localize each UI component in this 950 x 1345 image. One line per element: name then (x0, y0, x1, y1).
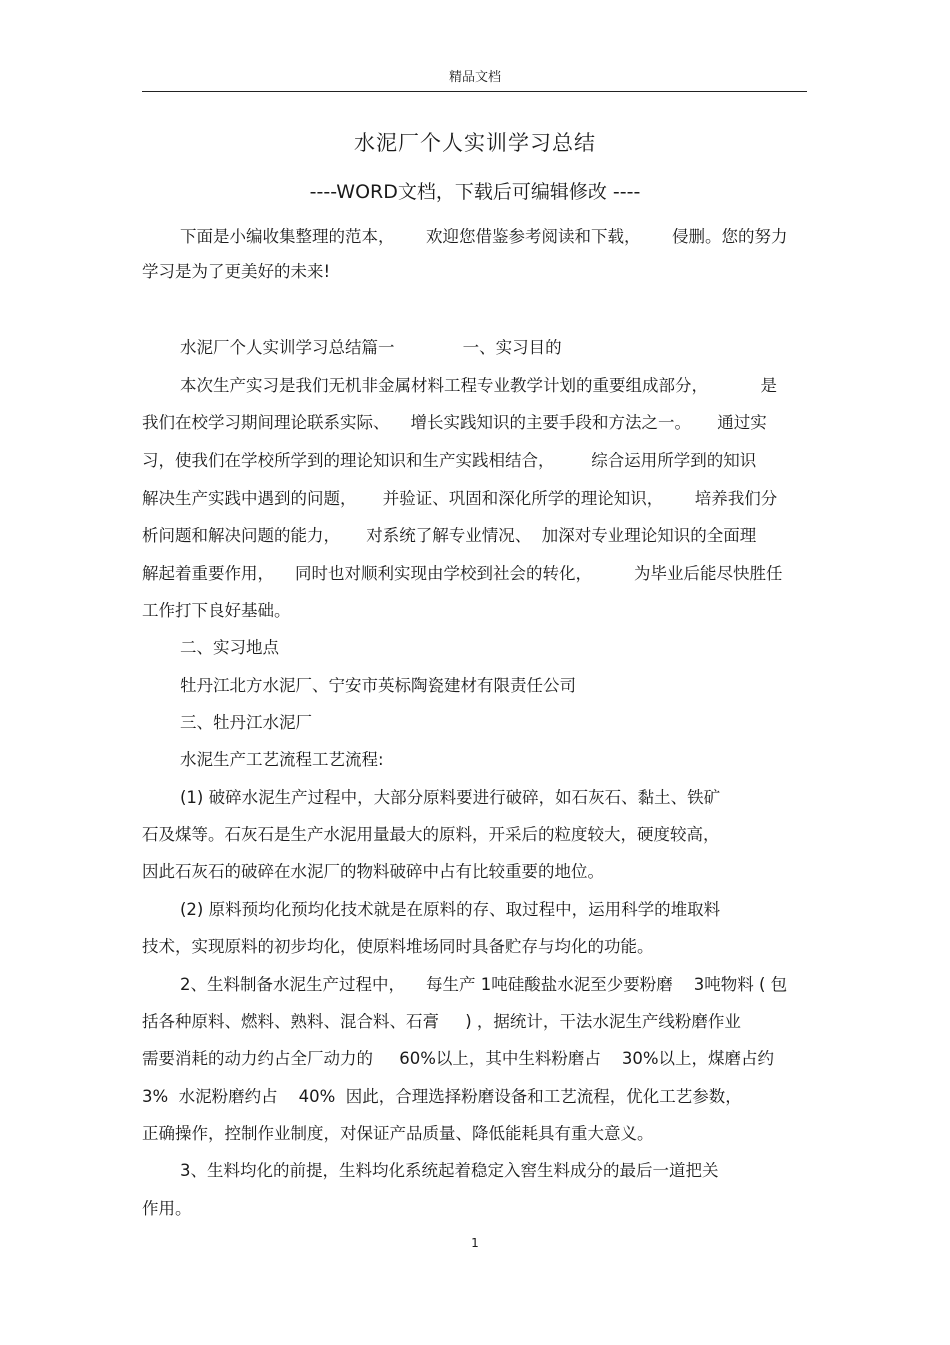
text-line: 牡丹江北方水泥厂、宁安市英标陶瓷建材有限责任公司 (180, 676, 576, 695)
text-line: (1) 破碎水泥生产过程中，大部分原料要进行破碎，如石灰石、黏土、铁矿 (180, 788, 721, 807)
document-subtitle: ----WORD文档，下载后可编辑修改 ---- (309, 181, 641, 203)
text-line: 析问题和解决问题的能力， 对系统了解专业情况、 加深对专业理论知识的全面理 (142, 526, 757, 545)
text-line: 因此石灰石的破碎在水泥厂的物料破碎中占有比较重要的地位。 (142, 862, 604, 881)
text-line: 石及煤等。石灰石是生产水泥用量最大的原料，开采后的粒度较大，硬度较高， (142, 825, 720, 844)
text-line: 作用。 (142, 1199, 192, 1218)
document-title: 水泥厂个人实训学习总结 (354, 131, 596, 155)
text-line: (2) 原料预均化预均化技术就是在原料的存、取过程中，运用科学的堆取料 (180, 900, 721, 919)
text-line: 3、生料均化的前提，生料均化系统起着稳定入窖生料成分的最后一道把关 (180, 1161, 719, 1180)
text-line: 2、生料制备水泥生产过程中， 每生产 1吨硅酸盐水泥至少要粉磨 3吨物料 ( 包 (180, 975, 788, 994)
text-line: 解起着重要作用， 同时也对顺利实现由学校到社会的转化， 为毕业后能尽快胜任 (142, 564, 783, 583)
text-line: 正确操作，控制作业制度，对保证产品质量、降低能耗具有重大意义。 (142, 1124, 654, 1143)
text-line: 习，使我们在学校所学到的理论知识和生产实践相结合， 综合运用所学到的知识 (142, 451, 757, 470)
text-line: 括各种原料、燃料、熟料、混合料、石膏 ) ，据统计，干法水泥生产线粉磨作业 (142, 1012, 741, 1031)
page-header: 精品文档 (448, 70, 501, 85)
text-line: 工作打下良好基础。 (142, 601, 291, 620)
text-line: 下面是小编收集整理的范本， 欢迎您借鉴参考阅读和下载， 侵删。您的努力 (180, 227, 788, 246)
page-number: 1 (471, 1236, 479, 1250)
text-line: 本次生产实习是我们无机非金属材料工程专业教学计划的重要组成部分， 是 (180, 376, 777, 395)
text-line: 学习是为了更美好的未来! (142, 262, 331, 281)
text-line: 需要消耗的动力约占全厂动力的 60%以上，其中生料粉磨占 30%以上，煤磨占约 (142, 1049, 775, 1068)
text-line: 二、实习地点 (180, 638, 279, 657)
text-line: 3% 水泥粉磨约占 40% 因此，合理选择粉磨设备和工艺流程，优化工艺参数， (142, 1087, 742, 1106)
text-line: 我们在校学习期间理论联系实际、 增长实践知识的主要手段和方法之一。 通过实 (142, 413, 767, 432)
text-line: 水泥厂个人实训学习总结篇一 一、实习目的 (180, 338, 562, 357)
header-divider (142, 91, 807, 92)
text-line: 三、牡丹江水泥厂 (180, 713, 312, 732)
text-line: 解决生产实践中遇到的问题， 并验证、巩固和深化所学的理论知识， 培养我们分 (142, 489, 778, 508)
text-line: 技术，实现原料的初步均化，使原料堆场同时具备贮存与均化的功能。 (142, 937, 654, 956)
text-line: 水泥生产工艺流程工艺流程: (180, 750, 384, 769)
